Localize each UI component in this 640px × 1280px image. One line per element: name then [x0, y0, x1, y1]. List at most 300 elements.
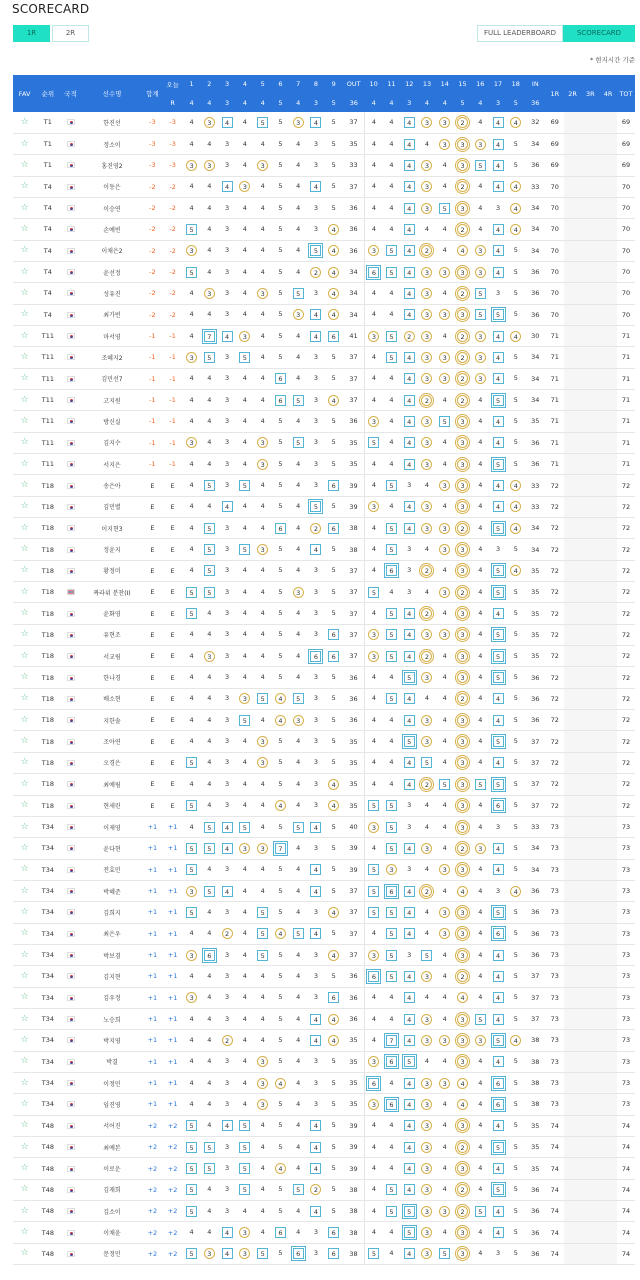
- player-name[interactable]: 서어진: [82, 1115, 143, 1136]
- rank-cell: T34: [36, 880, 59, 901]
- nation-cell: [59, 197, 81, 218]
- favorite-star-icon[interactable]: ☆: [20, 138, 29, 149]
- hole-score-value: 4: [260, 801, 265, 810]
- out-total: 37: [343, 923, 365, 944]
- favorite-star-icon[interactable]: ☆: [20, 1056, 29, 1067]
- hole-score: [507, 624, 525, 645]
- total-strokes: 74: [617, 1201, 635, 1222]
- hole-score-value: 5: [293, 1184, 304, 1195]
- hole-score-value: 4: [424, 694, 430, 703]
- out-total: 36: [343, 688, 365, 709]
- hole-score: [365, 133, 383, 154]
- hole-score-value: 4: [242, 502, 247, 511]
- player-name[interactable]: 최은우: [82, 923, 143, 944]
- favorite-star-icon[interactable]: ☆: [20, 629, 29, 640]
- hole-score-value: 4: [296, 224, 301, 233]
- hole-score: [325, 197, 343, 218]
- hole-score: [218, 1008, 236, 1029]
- favorite-star-icon[interactable]: ☆: [20, 800, 29, 811]
- player-name[interactable]: 이정민: [82, 1072, 143, 1093]
- hole-score: [507, 923, 525, 944]
- round-2-score: [564, 1115, 582, 1136]
- hole-score: [489, 582, 507, 603]
- hole-score-value: 5: [513, 758, 518, 767]
- hole-score: [400, 454, 418, 475]
- hole-score-value: 5: [331, 886, 336, 895]
- favorite-star-icon[interactable]: ☆: [20, 480, 29, 491]
- hole-score-value: 6: [386, 1056, 397, 1067]
- player-name[interactable]: 최예본: [82, 1137, 143, 1158]
- total-score: E: [142, 667, 162, 688]
- favorite-star-icon[interactable]: ☆: [20, 757, 29, 768]
- player-name[interactable]: 정윤지: [82, 539, 143, 560]
- player-name[interactable]: 성유진: [82, 283, 143, 304]
- round-3-score: [581, 688, 599, 709]
- hole-score-value: 4: [478, 609, 483, 618]
- hole-score-value: 3: [293, 309, 304, 320]
- player-name[interactable]: 송은아: [82, 475, 143, 496]
- table-row: [13, 582, 635, 603]
- favorite-star-icon[interactable]: ☆: [20, 565, 29, 576]
- player-name[interactable]: 짜라위 분찬(I): [82, 582, 143, 603]
- favorite-cell: [13, 880, 36, 901]
- hole-score: [183, 731, 201, 752]
- favorite-star-icon[interactable]: ☆: [20, 116, 29, 127]
- rank-cell: T4: [36, 197, 59, 218]
- favorite-star-icon[interactable]: ☆: [20, 223, 29, 234]
- hole-score: [436, 1201, 454, 1222]
- player-name[interactable]: 윤화영: [82, 603, 143, 624]
- hole-score: [365, 240, 383, 261]
- in-total: 37: [525, 1008, 546, 1029]
- hole-score-value: 4: [389, 779, 394, 788]
- in-total: 37: [525, 774, 546, 795]
- hole-score: [418, 368, 436, 389]
- hole-score-value: 5: [421, 757, 432, 768]
- player-name[interactable]: 조혜지2: [82, 347, 143, 368]
- favorite-cell: [13, 219, 36, 240]
- player-name[interactable]: 김소이: [82, 1201, 143, 1222]
- hole-score-value: 4: [389, 416, 394, 425]
- player-name[interactable]: 배소현: [82, 688, 143, 709]
- favorite-star-icon[interactable]: ☆: [20, 1034, 29, 1045]
- header-par: 5: [454, 94, 472, 113]
- favorite-star-icon[interactable]: ☆: [20, 501, 29, 512]
- tab-round-1[interactable]: 1R: [13, 25, 50, 42]
- hole-score-value: 5: [386, 480, 397, 491]
- hole-score-value: 5: [368, 886, 379, 897]
- favorite-star-icon[interactable]: ☆: [20, 842, 29, 853]
- hole-score: [272, 133, 290, 154]
- favorite-star-icon[interactable]: ☆: [20, 309, 29, 320]
- favorite-star-icon[interactable]: ☆: [20, 394, 29, 405]
- hole-score: [218, 859, 236, 880]
- player-name[interactable]: 김민별: [82, 496, 143, 517]
- hole-score: [400, 1008, 418, 1029]
- hole-score-value: 4: [222, 501, 233, 512]
- favorite-cell: [13, 155, 36, 176]
- hole-score: [183, 475, 201, 496]
- player-name[interactable]: 이제영: [82, 816, 143, 837]
- round-3-score: [581, 496, 599, 517]
- hole-score: [254, 176, 272, 197]
- player-name[interactable]: 김재희: [82, 1179, 143, 1200]
- hole-score: [254, 411, 272, 432]
- hole-score: [200, 304, 218, 325]
- hole-score-value: 4: [296, 737, 301, 746]
- hole-score: [507, 1072, 525, 1093]
- favorite-star-icon[interactable]: ☆: [20, 1248, 29, 1259]
- nation-cell: [59, 795, 81, 816]
- player-name[interactable]: 이지현3: [82, 518, 143, 539]
- player-name[interactable]: 지한솔: [82, 710, 143, 731]
- header-hole: 9: [325, 75, 343, 94]
- out-total: 40: [343, 816, 365, 837]
- rank-cell: T11: [36, 411, 59, 432]
- hole-score: [507, 133, 525, 154]
- player-name[interactable]: 이동은: [82, 176, 143, 197]
- favorite-star-icon[interactable]: ☆: [20, 885, 29, 896]
- hole-score-value: 4: [371, 139, 376, 148]
- favorite-star-icon[interactable]: ☆: [20, 415, 29, 426]
- favorite-star-icon[interactable]: ☆: [20, 544, 29, 555]
- hole-score: [436, 1243, 454, 1264]
- total-strokes: 73: [617, 1051, 635, 1072]
- player-name[interactable]: 임진영: [82, 1094, 143, 1115]
- page-title: SCORECARD: [12, 2, 90, 16]
- hole-score-value: 4: [222, 1248, 233, 1259]
- player-name[interactable]: 김희지: [82, 902, 143, 923]
- hole-score-value: 5: [186, 907, 197, 918]
- favorite-star-icon[interactable]: ☆: [20, 330, 29, 341]
- player-name[interactable]: 노승희: [82, 1008, 143, 1029]
- table-row: [13, 261, 635, 282]
- favorite-star-icon[interactable]: ☆: [20, 458, 29, 469]
- hole-score-value: 4: [189, 395, 194, 404]
- favorite-cell: [13, 389, 36, 410]
- favorite-star-icon[interactable]: ☆: [20, 1184, 29, 1195]
- player-name[interactable]: 조아연: [82, 731, 143, 752]
- favorite-star-icon[interactable]: ☆: [20, 992, 29, 1003]
- hole-score: [400, 347, 418, 368]
- hole-score: [454, 1243, 472, 1264]
- favorite-star-icon[interactable]: ☆: [20, 266, 29, 277]
- player-name[interactable]: 박결: [82, 1051, 143, 1072]
- hole-score: [325, 261, 343, 282]
- hole-score: [454, 454, 472, 475]
- hole-score-value: 5: [331, 1206, 336, 1215]
- player-name[interactable]: 이채은2: [82, 240, 143, 261]
- hole-score-value: 3: [457, 736, 468, 747]
- player-name[interactable]: 마서영: [82, 325, 143, 346]
- hole-score-value: 4: [242, 865, 247, 874]
- player-name[interactable]: 황정미: [82, 560, 143, 581]
- favorite-star-icon[interactable]: ☆: [20, 586, 29, 597]
- round-1-score: 70: [546, 304, 564, 325]
- favorite-star-icon[interactable]: ☆: [20, 202, 29, 213]
- out-total: 37: [343, 582, 365, 603]
- total-strokes: 69: [617, 112, 635, 133]
- favorite-star-icon[interactable]: ☆: [20, 1013, 29, 1024]
- hole-score: [200, 859, 218, 880]
- rank-cell: T1: [36, 112, 59, 133]
- player-name[interactable]: 고지원: [82, 389, 143, 410]
- hole-score-value: 3: [257, 544, 268, 555]
- player-name[interactable]: 현세린: [82, 795, 143, 816]
- hole-score: [254, 1158, 272, 1179]
- hole-score-value: 5: [513, 416, 518, 425]
- hole-score: [325, 582, 343, 603]
- out-total: 33: [343, 155, 365, 176]
- player-name[interactable]: 김지수: [82, 432, 143, 453]
- favorite-cell: [13, 304, 36, 325]
- player-name[interactable]: 문정민: [82, 1243, 143, 1264]
- hole-score: [325, 838, 343, 859]
- hole-score: [218, 923, 236, 944]
- favorite-star-icon[interactable]: ☆: [20, 736, 29, 747]
- hole-score-value: 3: [421, 373, 432, 384]
- hole-score-value: 4: [242, 609, 247, 618]
- hole-score: [383, 752, 401, 773]
- player-name[interactable]: 방신실: [82, 411, 143, 432]
- round-3-score: [581, 197, 599, 218]
- hole-score-value: 4: [404, 1163, 415, 1174]
- favorite-star-icon[interactable]: ☆: [20, 864, 29, 875]
- favorite-star-icon[interactable]: ☆: [20, 522, 29, 533]
- player-name[interactable]: 손예빈: [82, 219, 143, 240]
- favorite-star-icon[interactable]: ☆: [20, 693, 29, 704]
- player-name[interactable]: 이로운: [82, 1158, 143, 1179]
- hole-score: [383, 667, 401, 688]
- hole-score-value: 4: [207, 267, 212, 276]
- hole-score: [289, 304, 307, 325]
- in-total: 33: [525, 176, 546, 197]
- hole-score: [436, 816, 454, 837]
- favorite-star-icon[interactable]: ☆: [20, 351, 29, 362]
- hole-score-value: 4: [189, 545, 194, 554]
- favorite-star-icon[interactable]: ☆: [20, 373, 29, 384]
- out-total: 38: [343, 518, 365, 539]
- favorite-star-icon[interactable]: ☆: [20, 821, 29, 832]
- in-total: 36: [525, 923, 546, 944]
- hole-score-value: 4: [296, 139, 301, 148]
- hole-score: [272, 987, 290, 1008]
- hole-score: [307, 816, 325, 837]
- hole-score-value: 4: [493, 864, 504, 875]
- favorite-star-icon[interactable]: ☆: [20, 778, 29, 789]
- player-name[interactable]: 정소이: [82, 133, 143, 154]
- hole-score-value: 6: [328, 523, 339, 534]
- out-total: 35: [343, 795, 365, 816]
- favorite-cell: [13, 603, 36, 624]
- hole-score-value: 4: [371, 288, 376, 297]
- hole-score: [418, 496, 436, 517]
- hole-score: [436, 219, 454, 240]
- hole-score-value: 4: [442, 1099, 447, 1108]
- favorite-star-icon[interactable]: ☆: [20, 970, 29, 981]
- hole-score-value: 4: [242, 1078, 247, 1087]
- hole-score-value: 5: [493, 779, 504, 790]
- hole-score: [400, 219, 418, 240]
- favorite-star-icon[interactable]: ☆: [20, 245, 29, 256]
- rank-cell: T4: [36, 304, 59, 325]
- favorite-star-icon[interactable]: ☆: [20, 1227, 29, 1238]
- hole-score: [218, 411, 236, 432]
- hole-score-value: 3: [313, 630, 318, 639]
- hole-score-value: 5: [278, 907, 283, 916]
- player-name[interactable]: 김우정: [82, 987, 143, 1008]
- in-total: 38: [525, 1072, 546, 1093]
- player-name[interactable]: 전효민: [82, 859, 143, 880]
- total-score: +2: [142, 1179, 162, 1200]
- player-name[interactable]: 유현조: [82, 624, 143, 645]
- player-name[interactable]: 윤선정: [82, 261, 143, 282]
- hole-score-value: 4: [442, 843, 447, 852]
- full-leaderboard-tab[interactable]: FULL LEADERBOARD: [477, 25, 563, 42]
- hole-score: [307, 432, 325, 453]
- hole-score-value: 3: [225, 950, 230, 959]
- round-2-score: [564, 261, 582, 282]
- favorite-cell: [13, 1137, 36, 1158]
- hole-score-value: 4: [371, 1228, 376, 1237]
- hole-score: [183, 582, 201, 603]
- hole-score-value: 3: [439, 309, 450, 320]
- favorite-star-icon[interactable]: ☆: [20, 1120, 29, 1131]
- player-name[interactable]: 박혜준: [82, 880, 143, 901]
- favorite-star-icon[interactable]: ☆: [20, 1077, 29, 1088]
- nation-cell: [59, 688, 81, 709]
- hole-score-value: 4: [404, 757, 415, 768]
- total-strokes: 71: [617, 432, 635, 453]
- nation-cell: [59, 816, 81, 837]
- hole-score: [289, 1137, 307, 1158]
- hole-score: [289, 582, 307, 603]
- hole-score-value: 4: [442, 1228, 447, 1237]
- hole-score-value: 3: [421, 736, 432, 747]
- player-name[interactable]: 박지영: [82, 1030, 143, 1051]
- favorite-star-icon[interactable]: ☆: [20, 672, 29, 683]
- player-name[interactable]: 김지현: [82, 966, 143, 987]
- hole-score: [507, 155, 525, 176]
- hole-score-value: 4: [371, 352, 376, 361]
- hole-score: [436, 112, 454, 133]
- hole-score-value: 4: [296, 1035, 301, 1044]
- header-round: 1R: [546, 75, 564, 112]
- hole-score-value: 5: [204, 352, 215, 363]
- player-name[interactable]: 한나경: [82, 667, 143, 688]
- scorecard-tab[interactable]: SCORECARD: [563, 25, 635, 42]
- hole-score-value: 4: [328, 288, 339, 299]
- hole-score-value: 5: [386, 843, 397, 854]
- player-name[interactable]: 이승연: [82, 197, 143, 218]
- hole-score: [400, 646, 418, 667]
- favorite-star-icon[interactable]: ☆: [20, 159, 29, 170]
- hole-score: [307, 1051, 325, 1072]
- nation-cell: [59, 987, 81, 1008]
- rank-cell: T1: [36, 133, 59, 154]
- favorite-star-icon[interactable]: ☆: [20, 287, 29, 298]
- favorite-star-icon[interactable]: ☆: [20, 949, 29, 960]
- hole-score: [436, 1094, 454, 1115]
- player-name[interactable]: 박보겸: [82, 944, 143, 965]
- hole-score-value: 3: [439, 139, 450, 150]
- tab-round-2[interactable]: 2R: [52, 25, 89, 42]
- favorite-cell: [13, 454, 36, 475]
- hole-score: [507, 1158, 525, 1179]
- favorite-star-icon[interactable]: ☆: [20, 1205, 29, 1216]
- favorite-star-icon[interactable]: ☆: [20, 928, 29, 939]
- hole-score: [325, 966, 343, 987]
- player-name[interactable]: 홍진영2: [82, 155, 143, 176]
- favorite-cell: [13, 667, 36, 688]
- table-row: [13, 112, 635, 133]
- round-4-score: [599, 880, 617, 901]
- hole-score: [254, 133, 272, 154]
- favorite-star-icon[interactable]: ☆: [20, 906, 29, 917]
- player-name[interactable]: 최예림: [82, 774, 143, 795]
- hole-score: [200, 816, 218, 837]
- hole-score: [218, 752, 236, 773]
- player-name[interactable]: 서지은: [82, 454, 143, 475]
- hole-score-value: 3: [457, 651, 468, 662]
- player-name[interactable]: 최가빈: [82, 304, 143, 325]
- player-name[interactable]: 이채윤: [82, 1222, 143, 1243]
- hole-score-value: 3: [225, 609, 230, 618]
- favorite-star-icon[interactable]: ☆: [20, 650, 29, 661]
- total-strokes: 71: [617, 389, 635, 410]
- hole-score: [218, 1094, 236, 1115]
- favorite-star-icon[interactable]: ☆: [20, 1098, 29, 1109]
- nation-cell: [59, 710, 81, 731]
- in-total: 36: [525, 1201, 546, 1222]
- hole-score: [289, 966, 307, 987]
- round-1-score: 74: [546, 1179, 564, 1200]
- hole-score-value: 3: [368, 245, 379, 256]
- hole-score: [471, 368, 489, 389]
- hole-score-value: 5: [257, 693, 268, 704]
- hole-score: [489, 518, 507, 539]
- player-name[interactable]: 윤다현: [82, 838, 143, 859]
- out-total: 39: [343, 496, 365, 517]
- hole-score-value: 4: [242, 651, 247, 660]
- nation-cell: [59, 283, 81, 304]
- player-name[interactable]: 김민선7: [82, 368, 143, 389]
- hole-score-value: 4: [404, 1035, 415, 1046]
- player-name[interactable]: 오경은: [82, 752, 143, 773]
- player-name[interactable]: 서교림: [82, 646, 143, 667]
- favorite-star-icon[interactable]: ☆: [20, 714, 29, 725]
- favorite-star-icon[interactable]: ☆: [20, 1163, 29, 1174]
- hole-score: [218, 1115, 236, 1136]
- player-name[interactable]: 한진선: [82, 112, 143, 133]
- hole-score-value: 4: [442, 331, 447, 340]
- hole-score-value: 3: [421, 971, 432, 982]
- favorite-star-icon[interactable]: ☆: [20, 181, 29, 192]
- hole-score-value: 3: [439, 587, 450, 598]
- round-4-score: [599, 774, 617, 795]
- hole-score-value: 4: [328, 395, 339, 406]
- hole-score-value: 3: [457, 1120, 468, 1131]
- favorite-star-icon[interactable]: ☆: [20, 1141, 29, 1152]
- hole-score: [236, 496, 254, 517]
- hole-score: [436, 155, 454, 176]
- hole-score-value: 5: [493, 309, 504, 320]
- favorite-star-icon[interactable]: ☆: [20, 608, 29, 619]
- favorite-star-icon[interactable]: ☆: [20, 437, 29, 448]
- table-row: [13, 1201, 635, 1222]
- nation-cell: [59, 1008, 81, 1029]
- hole-score-value: 4: [404, 1099, 415, 1110]
